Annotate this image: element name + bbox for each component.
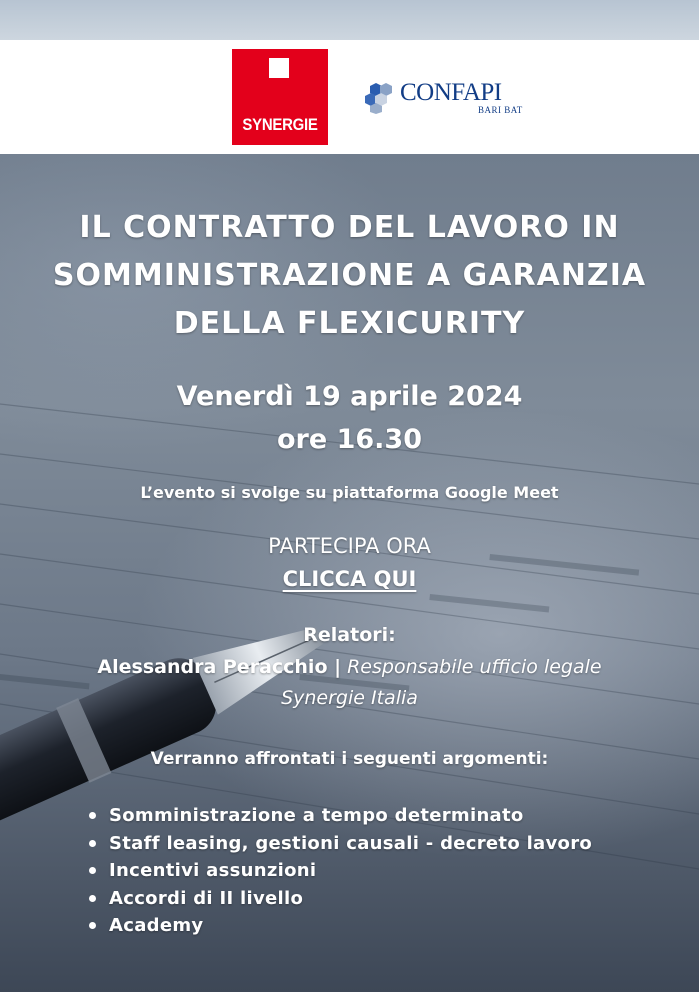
- event-content: [0, 154, 699, 992]
- speakers-title: Relatori:: [303, 624, 396, 646]
- event-datetime: [0, 375, 699, 461]
- list-item: [87, 857, 592, 885]
- event-platform: L’evento si svolge su piattaforma Google Meet: [140, 483, 559, 502]
- cta-label: PARTECIPA ORA: [268, 534, 431, 558]
- bullet-icon: [89, 867, 96, 874]
- speaker-name: Alessandra Peracchio |: [97, 656, 342, 678]
- event-title-line: SOMMINISTRAZIONE A GARANZIA: [52, 258, 647, 293]
- bullet-icon: [89, 895, 96, 902]
- topic-text: Somministrazione a tempo determinato: [109, 805, 524, 826]
- synergie-logo-square: [269, 58, 289, 78]
- topics-list: [87, 802, 592, 940]
- bullet-icon: [89, 922, 96, 929]
- event-title: [0, 204, 699, 348]
- event-time: ore 16.30: [277, 424, 422, 455]
- topics-intro: Verranno affrontati i seguenti argomenti:: [150, 749, 549, 769]
- speaker-line: [0, 656, 699, 678]
- speaker-company: Synergie Italia: [281, 687, 418, 709]
- event-title-line: IL CONTRATTO DEL LAVORO IN: [79, 210, 620, 245]
- synergie-logo-text: SYNERGIE: [242, 115, 318, 134]
- topic-text: Accordi di II livello: [109, 887, 304, 909]
- bullet-icon: [89, 840, 96, 847]
- topic-text: Academy: [109, 915, 204, 936]
- confapi-logo: [362, 78, 532, 120]
- logo-band: [0, 40, 699, 154]
- event-date: Venerdì 19 aprile 2024: [176, 381, 523, 412]
- confapi-hexagon-icon: [362, 82, 400, 114]
- event-title-line: DELLA FLEXICURITY: [173, 306, 526, 341]
- topic-text: Incentivi assunzioni: [109, 860, 317, 881]
- topic-text: Staff leasing, gestioni causali - decreto lavoro: [109, 832, 593, 854]
- confapi-logo-sub: BARI BAT: [478, 105, 523, 115]
- list-item: [87, 802, 592, 830]
- hero-background: [0, 154, 699, 992]
- synergie-logo: [232, 49, 328, 145]
- list-item: [87, 912, 592, 940]
- confapi-logo-name: CONFAPI: [400, 79, 502, 106]
- register-link[interactable]: CLICCA QUI: [282, 567, 417, 591]
- speaker-role: Responsabile ufficio legale: [347, 656, 602, 678]
- list-item: [87, 885, 592, 913]
- bullet-icon: [89, 812, 96, 819]
- list-item: [87, 830, 592, 858]
- top-strip: [0, 0, 699, 40]
